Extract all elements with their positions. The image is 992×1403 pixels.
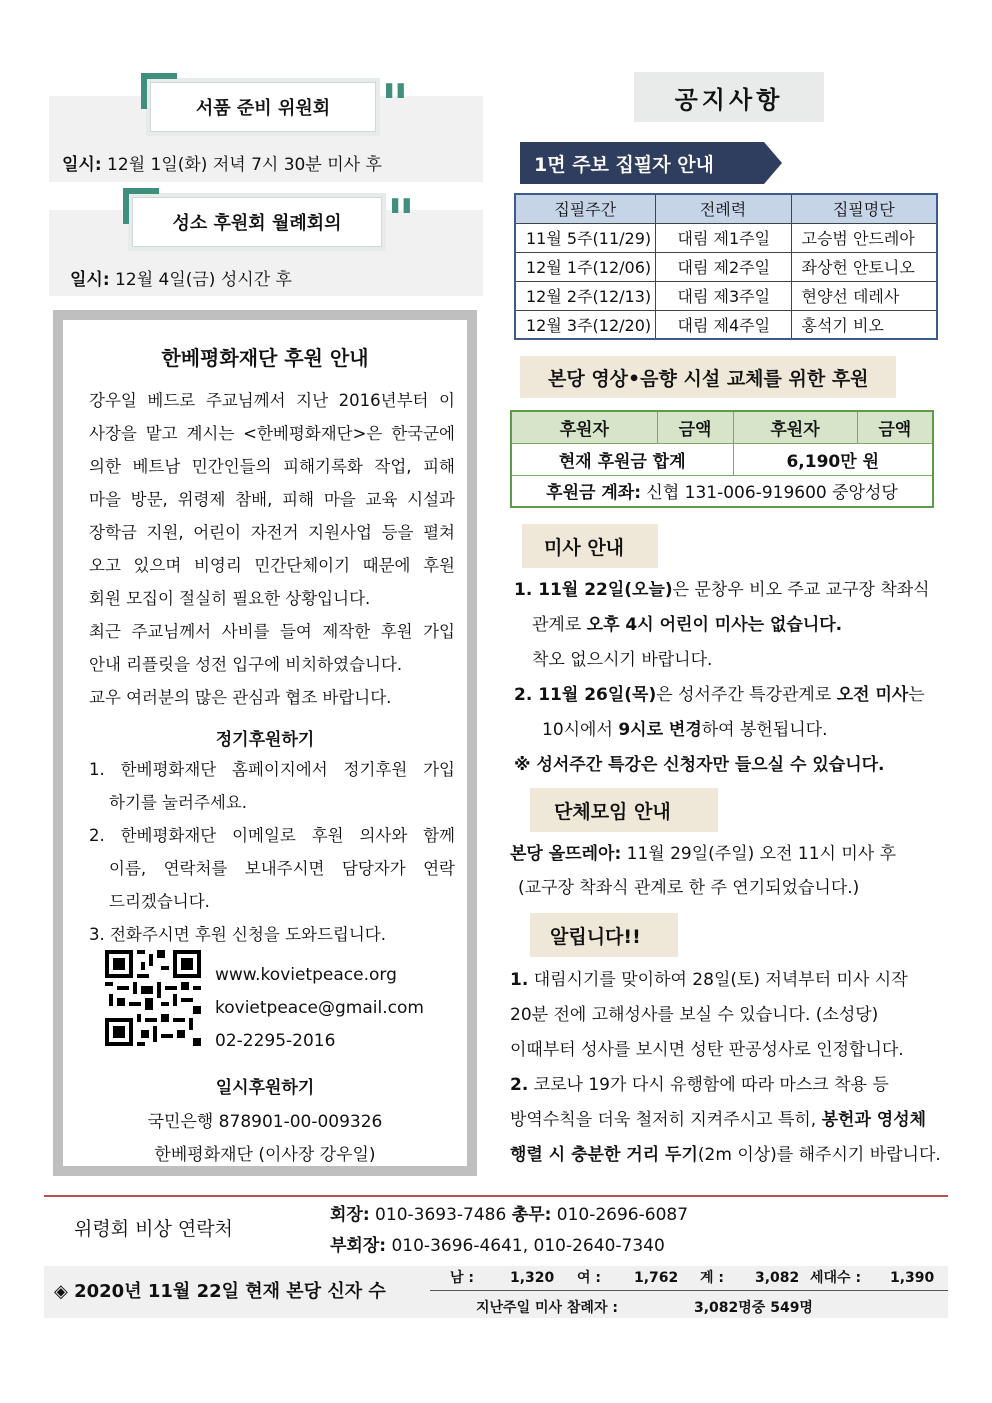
regular-line: 3. 전화주시면 후원 신청을 도와드립니다. xyxy=(89,925,386,944)
census-household: 1,390 xyxy=(890,1270,935,1286)
mass-item-2: 2. 11월 26일(목)은 성서주간 특강관계로 오전 미사는 xyxy=(514,685,925,705)
phone-number: 02-2295-2016 xyxy=(215,1031,336,1051)
donation-line: 회원 모집이 절실히 필요한 상황입니다. xyxy=(89,589,371,608)
table-header-row: 후원자 금액 후원자 금액 xyxy=(511,411,933,443)
mass-note: ※ 성서주간 특강은 신청자만 들으실 수 있습니다. xyxy=(514,755,885,775)
announce-line: 행렬 시 충분한 거리 두기(2m 이상)를 해주시기 바랍니다. xyxy=(510,1145,941,1165)
donation-line: 최근 주교님께서 사비를 들여 제작한 후원 가입 xyxy=(89,622,455,641)
donation-line: 강우일 베드로 주교님께서 지난 2016년부터 이 xyxy=(89,391,455,410)
announce-line: 2. 코로나 19가 다시 유행함에 따라 마스크 착용 등 xyxy=(510,1075,889,1095)
announce-line: 1. 대림시기를 맞이하여 28일(토) 저녁부터 미사 시작 xyxy=(510,970,908,990)
census-mass-value: 3,082명중 549명 xyxy=(694,1300,813,1316)
group-line: 본당 올뜨레아: 11월 29일(주일) 오전 11시 미사 후 xyxy=(510,844,897,864)
announce-line: 20분 전에 고해성사를 보실 수 있습니다. (소성당) xyxy=(510,1005,879,1025)
emergency-line-1: 회장: 010-3693-7486 총무: 010-2696-6087 xyxy=(330,1205,689,1225)
mass-item-2-line2: 10시에서 9시로 변경하여 봉헌됩니다. xyxy=(542,720,828,740)
group-sub: (교구장 착좌식 관계로 한 주 연기되었습니다.) xyxy=(518,878,860,898)
donation-panel xyxy=(53,310,477,1176)
announce-tab: 알립니다!! xyxy=(530,913,678,957)
fund-table xyxy=(510,410,934,508)
regular-line: 1. 한베평화재단 홈페이지에서 정기후원 가입 xyxy=(89,760,455,779)
emergency-line-2: 부회장: 010-3696-4641, 010-2640-7340 xyxy=(330,1236,665,1256)
table-row: 12월 1주(12/06) 대림 제2주일 좌상헌 안토니오 xyxy=(515,252,937,281)
regular-line: 드리겠습니다. xyxy=(109,892,210,911)
regular-donation-title: 정기후원하기 xyxy=(215,730,315,750)
donation-line: 사장을 맡고 계시는 <한베평화재단>은 한국군에 xyxy=(89,424,455,443)
bank-account: 국민은행 878901-00-009326 xyxy=(147,1112,383,1132)
quote-icon: " xyxy=(386,187,415,251)
email-link[interactable]: kovietpeace@gmail.com xyxy=(215,998,424,1018)
table-row: 12월 2주(12/13) 대림 제3주일 현양선 데레사 xyxy=(515,281,937,310)
onetime-donation-title: 일시후원하기 xyxy=(215,1078,315,1098)
mass-item-1-line2: 관계로 오후 4시 어린이 미사는 없습니다. xyxy=(532,615,843,635)
donation-line: 장학금 지원, 어린이 자전거 지원사업 등을 펼쳐 xyxy=(89,523,455,542)
table-row: 12월 3주(12/20) 대림 제4주일 홍석기 비오 xyxy=(515,310,937,339)
donation-line: 의한 베트남 민간인들의 피해기록화 작업, 피해 xyxy=(89,457,455,476)
census-male-label: 남 : xyxy=(450,1270,474,1286)
emergency-title: 위령회 비상 연락처 xyxy=(74,1218,233,1240)
census-total: 3,082 xyxy=(755,1270,800,1286)
notice-title: 공지사항 xyxy=(634,72,824,122)
census-male: 1,320 xyxy=(510,1270,555,1286)
regular-line: 하기를 눌러주세요. xyxy=(109,793,248,812)
census-household-label: 세대수 : xyxy=(810,1270,862,1286)
donation-line: 오고 있으며 비영리 민간단체이기 때문에 후원 xyxy=(89,556,455,575)
mass-item-1: 1. 11월 22일(오늘)은 문창우 비오 주교 교구장 착좌식 xyxy=(514,580,930,600)
meeting-title-1: 서품 준비 위원회 " xyxy=(150,82,376,132)
donation-title: 한베평화재단 후원 안내 xyxy=(161,346,369,370)
fund-tab: 본당 영상•음향 시설 교체를 위한 후원 xyxy=(520,356,896,398)
census-mass-label: 지난주일 미사 참례자 : xyxy=(476,1300,618,1316)
group-tab: 단체모임 안내 xyxy=(530,788,718,832)
census-female-label: 여 : xyxy=(577,1270,601,1286)
table-header-row: 집필주간 전례력 집필명단 xyxy=(515,194,937,223)
donation-line: 안내 리플릿을 성전 입구에 비치하였습니다. xyxy=(89,655,403,674)
census-female: 1,762 xyxy=(634,1270,679,1286)
regular-line: 이름, 연락처를 보내주시면 담당자가 연락 xyxy=(109,859,455,878)
regular-line: 2. 한베평화재단 이메일로 후원 의사와 함께 xyxy=(89,826,455,845)
account-holder: 한베평화재단 (이사장 강우일) xyxy=(154,1145,376,1165)
qr-code-icon xyxy=(105,950,201,1046)
announce-line: 방역수칙을 더욱 철저히 지켜주시고 특히, 봉헌과 영성체 xyxy=(510,1110,927,1130)
table-row: 11월 5주(11/29) 대림 제1주일 고승범 안드레아 xyxy=(515,223,937,252)
census-total-label: 계 : xyxy=(700,1270,724,1286)
writers-table xyxy=(514,193,938,340)
meeting-title-2: 성소 후원회 월례회의 " xyxy=(132,197,382,247)
quote-icon: " xyxy=(380,72,409,136)
donation-line: 마을 방문, 위령제 참배, 피해 마을 교육 시설과 xyxy=(89,490,455,509)
census-title: ◈ 2020년 11월 22일 현재 본당 신자 수 xyxy=(54,1281,386,1302)
donation-line: 교우 여러분의 많은 관심과 협조 바랍니다. xyxy=(89,688,392,707)
meeting-date-1: 일시: 12월 1일(화) 저녁 7시 30분 미사 후 xyxy=(62,155,382,175)
meeting-date-2: 일시: 12월 4일(금) 성시간 후 xyxy=(70,270,292,290)
table-row: 후원금 계좌: 신협 131-006-919600 중앙성당 xyxy=(511,475,933,507)
mass-tab: 미사 안내 xyxy=(522,524,658,568)
census-divider xyxy=(430,1290,948,1291)
announce-line: 이때부터 성사를 보시면 성탄 판공성사로 인정합니다. xyxy=(510,1040,904,1060)
table-row: 현재 후원금 합계 6,190만 원 xyxy=(511,443,933,475)
website-link[interactable]: www.kovietpeace.org xyxy=(215,965,397,985)
mass-item-1-line3: 착오 없으시기 바랍니다. xyxy=(532,650,713,670)
writers-tab: 1면 주보 집필자 안내 xyxy=(520,142,764,184)
divider-line xyxy=(44,1195,948,1197)
